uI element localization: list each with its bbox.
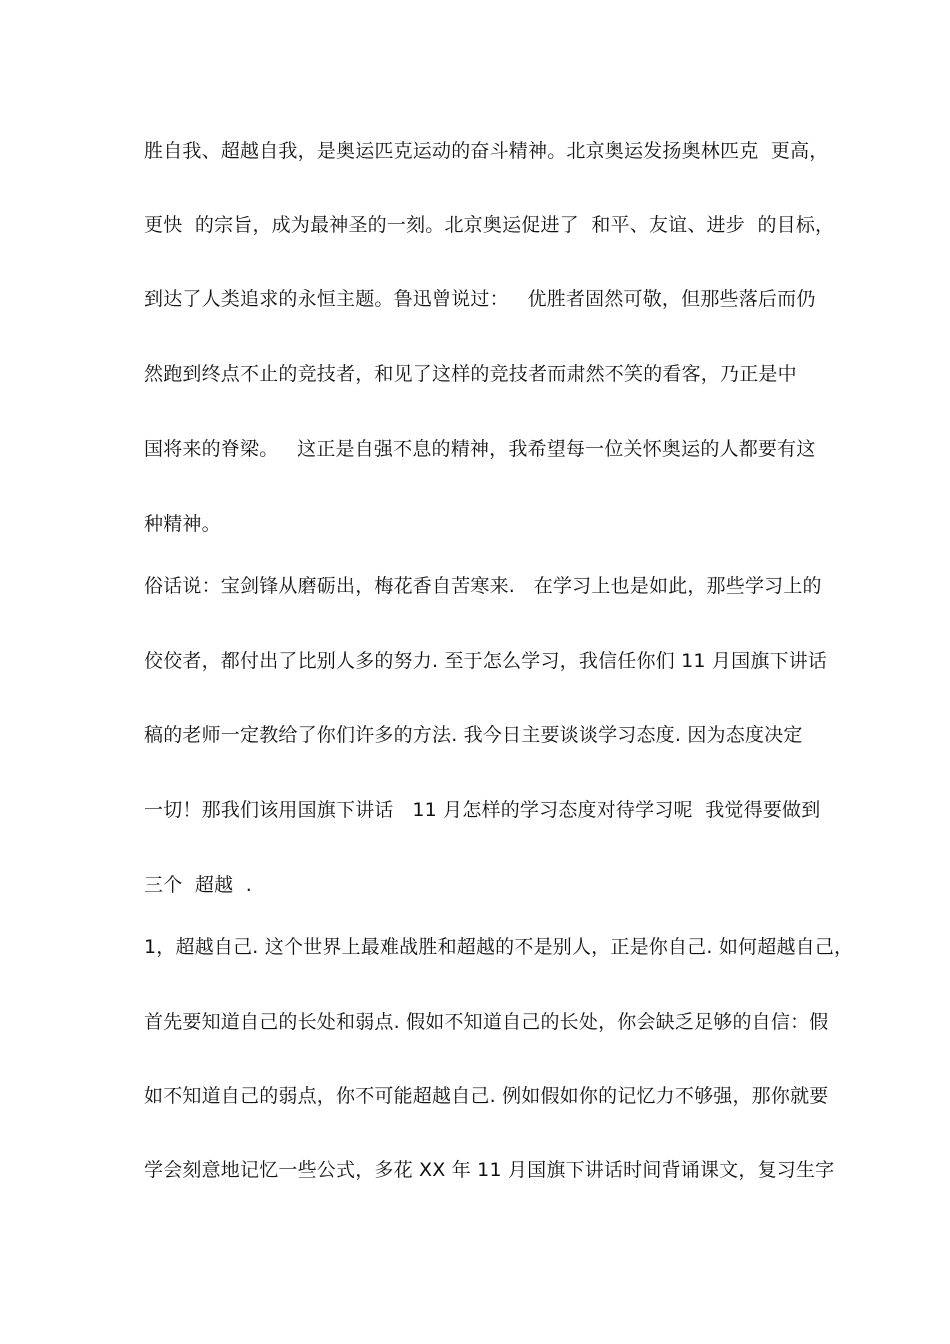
text-line: 首先要知道自己的长处和弱点. 假如不知道自己的长处，你会缺乏足够的自信：假	[144, 1011, 829, 1033]
text-line: 如不知道自己的弱点，你不可能超越自己. 例如假如你的记忆力不够强，那你就要	[144, 1085, 829, 1107]
text-line: 佼佼者，都付出了比别人多的努力. 至于怎么学习，我信任你们 11 月国旗下讲话	[144, 650, 828, 672]
text-line: 国将来的脊梁。 这正是自强不息的精神，我希望每一位关怀奥运的人都要有这	[144, 438, 816, 460]
text-line: 俗话说：宝剑锋从磨砺出，梅花香自苦寒来. 在学习上也是如此，那些学习上的	[144, 575, 822, 597]
text-line: 胜自我、超越自我，是奥运匹克运动的奋斗精神。北京奥运发扬奥林匹克 更高，	[144, 140, 829, 162]
text-line: 到达了人类追求的永恒主题。鲁迅曾说过： 优胜者固然可敬，但那些落后而仍	[144, 288, 816, 310]
text-line: 三个 超越 .	[144, 874, 252, 896]
text-line: 然跑到终点不止的竞技者，和见了这样的竞技者而肃然不笑的看客，乃正是中	[144, 363, 797, 385]
text-line: 种精神。	[144, 513, 221, 535]
text-line: 稿的老师一定教给了你们许多的方法. 我今日主要谈谈学习态度. 因为态度决定	[144, 724, 803, 746]
text-line: 学会刻意地记忆一些公式，多花 XX 年 11 月国旗下讲话时间背诵课文，复习生字	[144, 1159, 835, 1181]
text-line: 更快 的宗旨，成为最神圣的一刻。北京奥运促进了 和平、友谊、进步 的目标，	[144, 214, 835, 236]
text-line: 1，超越自己. 这个世界上最难战胜和超越的不是别人，正是你自己. 如何超越自己，	[144, 936, 854, 958]
text-line: 一切！那我们该用国旗下讲话 11 月怎样的学习态度对待学习呢 我觉得要做到	[144, 799, 821, 821]
